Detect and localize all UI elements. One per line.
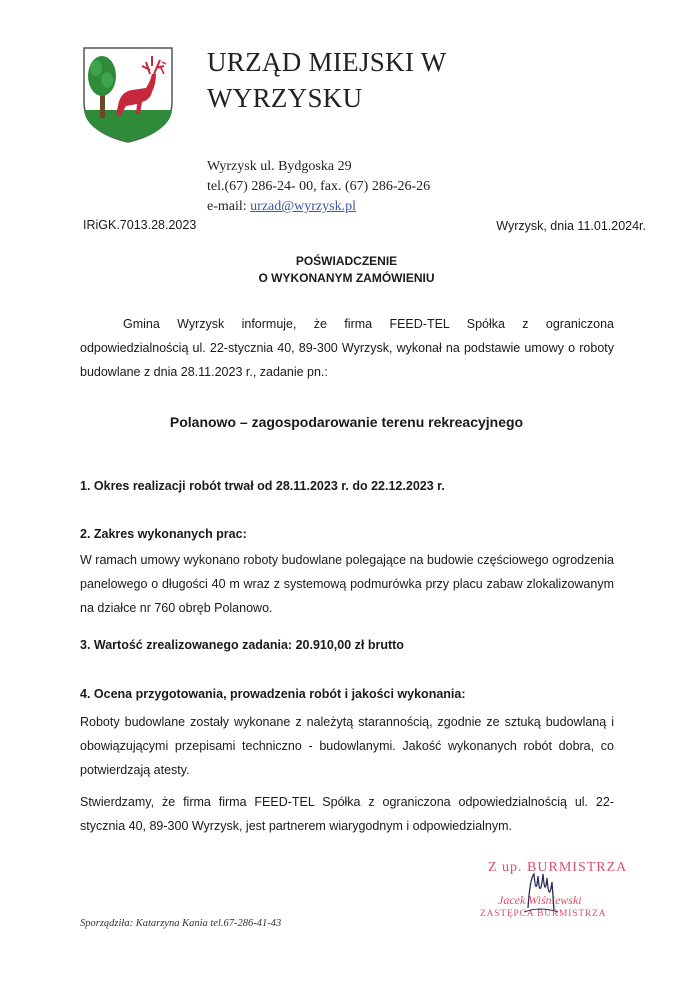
stamp-line2: Jacek Wiśniewski [498, 893, 582, 907]
signature-icon [520, 868, 560, 918]
section-evaluation-text: Roboty budowlane zostały wykonane z należytą starannością, zgodnie ze sztuką budowlaną i obowiązującymi przepisami techniczno - budowlanymi. Jakość wykonanych robót dobra, co potwierdzają atesty. [80, 715, 614, 777]
phone-fax: tel.(67) 286-24- 00, fax. (67) 286-26-26 [207, 179, 431, 194]
email-label: e-mail: [207, 199, 251, 214]
reference-number: IRiGK.7013.28.2023 [83, 218, 197, 232]
project-title: Polanowo – zagospodarowanie terenu rekreacyjnego [169, 414, 524, 430]
stamp-line3: ZASTĘPCA BURMISTRZA [480, 909, 607, 919]
prepared-by: Sporządziła: Katarzyna Kania tel.67-286-41-43 [80, 918, 282, 929]
contact-block [207, 157, 430, 217]
section-scope-text: W ramach umowy wykonano roboty budowlane polegające na budowie częściowego ogrodzenia panelowego o długości 40 m wraz z systemową podmurówka przy placu zabaw zlokalizowanym na działce nr 760 obręb Polanowo. [80, 553, 614, 615]
office-name [207, 44, 627, 116]
coat-of-arms-icon [80, 44, 176, 144]
address: Wyrzysk ul. Bydgoska 29 [207, 159, 352, 174]
office-name-line1: URZĄD MIEJSKI W [207, 47, 447, 77]
section-scope-title: 2. Zakres wykonanych prac: [80, 527, 247, 541]
heading-line1: POŚWIADCZENIE [295, 254, 398, 268]
section-evaluation-title: 4. Ocena przygotowania, prowadzenia robót i jakości wykonania: [80, 687, 466, 701]
intro-paragraph: Gmina Wyrzysk informuje, że firma FEED-TEL Spółka z ograniczona odpowiedzialnością ul. 22-stycznia 40, 89-300 Wyrzysk, wykonał na podstawie umowy o roboty budowlane z dnia 28.11.2023 r., zadanie pn.: [80, 317, 614, 379]
section-period: 1. Okres realizacji robót trwał od 28.11.2023 r. do 22.12.2023 r. [80, 479, 445, 493]
document-heading [0, 253, 693, 287]
email-row [207, 197, 430, 217]
section-value: 3. Wartość zrealizowanego zadania: 20.910,00 zł brutto [80, 638, 404, 652]
place-date: Wyrzysk, dnia 11.01.2024r. [496, 219, 646, 233]
office-name-line2: WYRZYSKU [207, 83, 363, 113]
heading-line2: O WYKONANYM ZAMÓWIENIU [258, 271, 435, 285]
section-partner-text: Stwierdzamy, że firma firma FEED-TEL Spółka z ograniczona odpowiedzialnością ul. 22-stycznia 40, 89-300 Wyrzysk, jest partnerem wiarygodnym i odpowiedzialnym. [80, 795, 614, 833]
email-link[interactable]: urzad@wyrzysk.pl [250, 199, 356, 214]
stamp-line1: Z up. BURMISTRZA [488, 860, 628, 875]
